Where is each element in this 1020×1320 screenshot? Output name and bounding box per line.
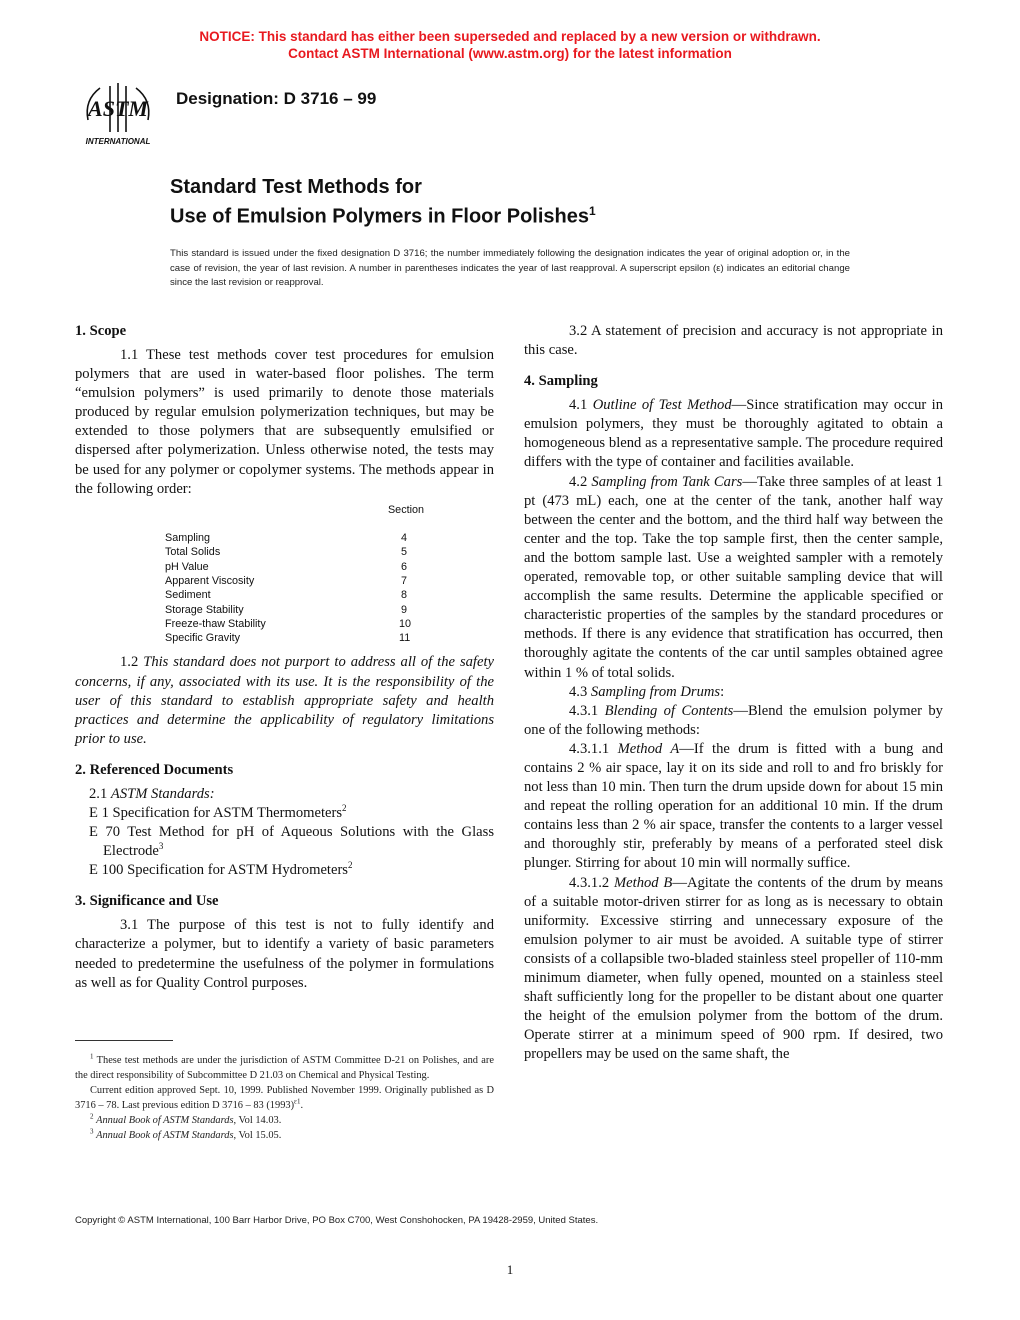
significance-paragraph-1: 3.1 The purpose of this test is not to fully identify and characterize a polymer, but to identify a variety of basic parameters needed to predetermine the usefulness of the polymer in formulations as well as for Quality Control purposes. (75, 917, 494, 991)
footnote-divider (75, 1040, 173, 1041)
logo-caption: INTERNATIONAL (85, 137, 151, 146)
sampling-4-3: 4.3 Sampling from Drums: (569, 683, 725, 700)
title-footnote-mark: 1 (588, 204, 596, 218)
reference-item: E 1 Specification for ASTM Thermometers$^2$ (89, 803, 347, 821)
notice-line-1: NOTICE: This standard has either been superseded and replaced by a new version or withdrawn. (199, 29, 821, 44)
sampling-heading: 4. Sampling (524, 373, 598, 390)
page-title (170, 175, 596, 229)
astm-logo (76, 80, 160, 148)
astm-standards-subheading: 2.1 ASTM Standards: (89, 785, 215, 802)
scope-paragraph-2: 1.2 This standard does not purport to address all of the safety concerns, if any, associated with its use. It is the responsibility of the user of this standard to establish appropriate safety and health practices and determine the applicability of regulatory limitations prior to use. (75, 654, 494, 747)
methods-table-row: Total Solids 5 (165, 546, 407, 559)
methods-table-row: Freeze-thaw Stability 10 (165, 617, 412, 630)
sampling-4-3-1-1: 4.3.1.1 Method A—If the drum is fitted with a bung and contains 2 % air space, lay it on its side and roll to and fro briskly for not less than 10 min. Then turn the drum upside down for about 15 min and repeat the rolling operation for an additional 10 min. If the drum contains less than 2 % air space, transfer the contents to a larger vessel and thoroughly stir, preferably by means of a perforated steel disk plunger. Stirring for about 10 min will normally suffice. (524, 740, 943, 872)
sampling-4-3-1-2: 4.3.1.2 Method B—Agitate the contents of the drum by means of a suitable motor-driven stirrer for as long as is necessary to obtain uniformity. Excessive stirring and unnecessary exposure of the emulsion polymer to air must be avoided. A suitable type of stirrer consists of a collapsible two-bladed stainless steel propeller of 110-mm minimum diameter, when fully opened, mounted on a stainless steel shaft sufficiently long for the propeller to be distant about one quarter the height of the emulsion polymer from the bottom of the drum. Operate stirrer at a minimum speed of 900 rpm. If desired, two propellers may be used on the same shaft, the (524, 874, 943, 1063)
logo-text: ASTM (88, 96, 148, 121)
footnote-3: $^3$ Annual Book of ASTM Standards, Vol 15.05. (90, 1127, 282, 1141)
methods-table-row: Apparent Viscosity 7 (165, 574, 407, 587)
title-line-2: Use of Emulsion Polymers in Floor Polishes$^1$ (170, 204, 596, 228)
referenced-documents-heading: 2. Referenced Documents (75, 761, 234, 778)
scope-heading: 1. Scope (75, 323, 127, 339)
significance-heading: 3. Significance and Use (75, 893, 219, 910)
notice-line-2: Contact ASTM International (www.astm.org) for the latest information (288, 46, 732, 61)
footnote-1-edition: Current edition approved Sept. 10, 1999. Published November 1999. Originally published as D 3716 – 78. Last previous edition D 3716 – 83 $(1993)^{\varepsilon 1}$. (75, 1085, 494, 1111)
reference-item: E 100 Specification for ASTM Hydrometers$^2$ (89, 860, 353, 879)
copyright: Copyright © ASTM International, 100 Barr Harbor Drive, PO Box C700, West Conshohocken, PA 19428-2959, United States. (75, 1215, 599, 1226)
sampling-4-2: 4.2 Sampling from Tank Cars—Take three samples of at least 1 pt (473 mL) each, one at the center of the tank, another half way between the center and the bottom, and the third half way between the center and the top. Take the top sample first, then the center sample, and the bottom sample last. Use a weighted sampler with a remotely operated, removable top, or other suitable sampling device that will accomplish the same results. Determine the applicable specified or characteristic properties of the samples by the standard procedures or methods. If there is any evidence that stratification has occurred, then thoroughly agitate the contents of the car until samples obtained agree within 1 % of total solids. (524, 473, 943, 681)
left-column (75, 322, 494, 993)
page-number: 1 (506, 1262, 514, 1277)
methods-table-header: Section (387, 503, 424, 516)
footnote-1: $^1$ These test methods are under the jurisdiction of ASTM Committee D-21 on Polishes, and are the direct responsibility of Subcommittee D 21.03 on Chemical and Physical Testing. (75, 1052, 494, 1081)
sampling-4-1: 4.1 Outline of Test Method—Since stratification may occur in emulsion polymers, they must be thoroughly agitated to obtain a homogeneous blend as a representative sample. The procedure required differs with the type of container and facilities available. (524, 397, 944, 471)
sampling-4-3-1: 4.3.1 Blending of Contents—Blend the emulsion polymer by one of the following methods: (524, 702, 943, 738)
standard-note: This standard is issued under the fixed designation D 3716; the number immediately following the designation indicates the year of original adoption or, in the case of revision, the year of last revision. A number in parentheses indicates the year of last reapproval. A superscript epsilon (ε) indicates an editorial change since the last revision or reapproval. (170, 248, 850, 288)
title-line-1: Standard Test Methods for (170, 176, 422, 198)
methods-table-row: Sediment 8 (165, 589, 407, 602)
methods-table (75, 503, 494, 646)
significance-paragraph-2: 3.2 A statement of precision and accuracy is not appropriate in this case. (524, 323, 943, 359)
methods-table-row: Storage Stability 9 (165, 603, 407, 616)
footnote-2: $^2$ Annual Book of ASTM Standards, Vol 14.03. (90, 1112, 282, 1126)
notice-banner (0, 28, 1020, 62)
methods-table-row: Sampling 4 (165, 532, 407, 545)
methods-table-row: Specific Gravity 11 (165, 632, 411, 645)
reference-item: E 70 Test Method for pH of Aqueous Solutions with the Glass Electrode$^3$ (89, 824, 494, 860)
right-column (524, 322, 943, 1064)
scope-paragraph-1: 1.1 These test methods cover test procedures for emulsion polymers that are used in water-based floor polishes. The term “emulsion polymers” is used primarily to denote those materials produced by regular emulsion polymerization techniques, but may be extended to those polymers that are subsequently emulsified or dispersed after polymerization. Unless otherwise noted, the tests may be used for any polymer or copolymer systems. The methods appear in the following order: (75, 347, 494, 497)
methods-table-row: pH Value 6 (165, 560, 407, 573)
designation: Designation: D 3716 – 99 (176, 89, 377, 108)
footnotes (75, 1053, 494, 1143)
